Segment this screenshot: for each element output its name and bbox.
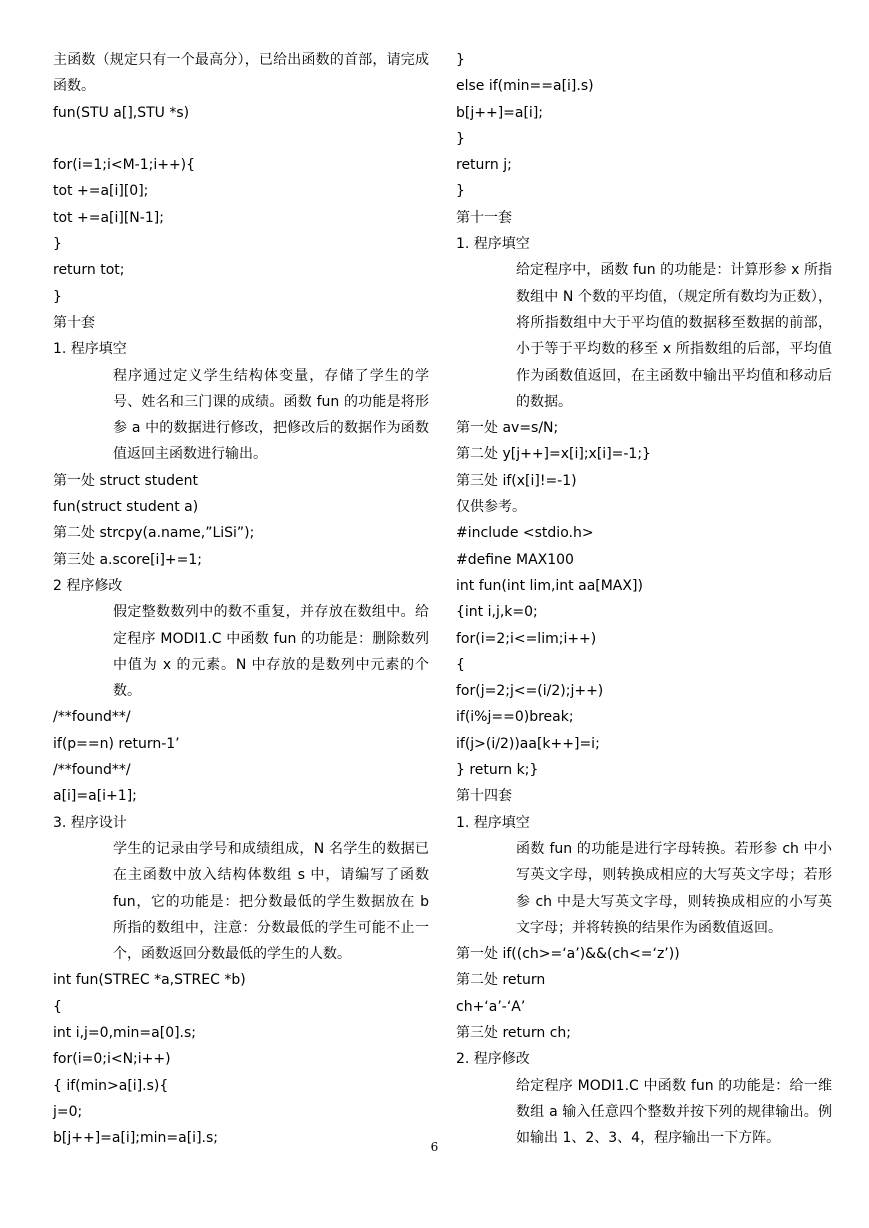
code-block (53, 967, 429, 1151)
intro-paragraph: 主函数（规定只有一个最高分），已给出函数的首部，请完成函数。 (53, 52, 429, 95)
code-line: fun(struct student a) (53, 499, 199, 516)
code-block (53, 704, 429, 835)
code-line: {int i,j,k=0; (456, 604, 538, 621)
code-line: } (53, 288, 62, 305)
code-line: 第十一套 (456, 209, 512, 226)
code-line: for(i=0;i<N;i++) (53, 1051, 171, 1068)
code-line: 第十套 (53, 314, 95, 331)
section-14-2-description: 给定程序 MODI1.C 中函数 fun 的功能是：给一维数组 a 输入任意四个整数并按下列的规律输出。例如输出 1、2、3、4，程序输出一下方阵。 (516, 1077, 832, 1147)
code-line: int i,j=0,min=a[0].s; (53, 1024, 197, 1041)
section-10-1-description: 程序通过定义学生结构体变量，存储了学生的学号、姓名和三门课的成绩。函数 fun 的功能是将形参 a 中的数据进行修改，把修改后的数据作为函数值返回主函数进行输出。 (113, 367, 429, 463)
code-line: /**found**/ (53, 762, 131, 779)
code-line: 1. 程序填空 (53, 341, 127, 358)
code-line: if(p==n) return-1’ (53, 735, 180, 752)
section-10-2-description: 假定整数数列中的数不重复，并存放在数组中。给定程序 MODI1.C 中函数 fun 的功能是：删除数列中值为 x 的元素。N 中存放的是数列中元素的个数。 (113, 604, 429, 700)
code-line: #define MAX100 (456, 551, 574, 568)
section-14-1-description: 函数 fun 的功能是进行字母转换。若形参 ch 中小写英文字母，则转换成相应的大写英文字母；若形参 ch 中是大写英文字母，则转换成相应的小写英文字母；并将转换的结果作为函数值返回。 (516, 840, 832, 936)
code-line: #include <stdio.h> (456, 525, 594, 542)
code-line: 1. 程序填空 (456, 236, 530, 253)
code-line: tot +=a[i][0]; (53, 183, 149, 200)
code-line: { (53, 998, 62, 1015)
code-line: 1. 程序填空 (456, 814, 530, 831)
code-line: } (456, 52, 465, 68)
code-block (456, 47, 832, 257)
code-line: int fun(int lim,int aa[MAX]) (456, 577, 643, 594)
code-line: a[i]=a[i+1]; (53, 788, 137, 805)
code-line: for(j=2;j<=(i/2);j++) (456, 683, 604, 700)
code-line: /**found**/ (53, 709, 131, 726)
code-line: 3. 程序设计 (53, 814, 127, 831)
section-11-1-description: 给定程序中，函数 fun 的功能是：计算形参 x 所指数组中 N 个数的平均值，（规定所有数均为正数），将所指数组中大于平均值的数据移至数据的前部，小于等于平均数的移至 x 所指数组的后部，平均值作为函数值返回，在主函数中输出平均值和移动后的数据。 (516, 262, 832, 410)
code-line: for(i=2;i<=lim;i++) (456, 630, 597, 647)
code-line: b[j++]=a[i]; (456, 104, 544, 121)
code-line: b[j++]=a[i];min=a[i].s; (53, 1130, 218, 1147)
section-10-3-description: 学生的记录由学号和成绩组成，N 名学生的数据已在主函数中放入结构体数组 s 中，请编写了函数 fun，它的功能是：把分数最低的学生数据放在 b 所指的数组中，注意：分数最低的学生可能不止一个，函数返回分数最低的学生的人数。 (113, 840, 429, 963)
code-block (456, 941, 832, 1072)
code-line: 第一处 av=s/N; (456, 420, 559, 437)
code-line: } (53, 236, 62, 253)
code-line: fun(STU a[],STU *s) (53, 104, 190, 121)
code-line: 第二处 y[j++]=x[i];x[i]=-1;} (456, 446, 651, 463)
code-line: 第二处 return (456, 972, 546, 989)
code-line: return tot; (53, 262, 125, 279)
code-line: tot +=a[i][N-1]; (53, 209, 164, 226)
code-line: } (456, 183, 465, 200)
code-line: 第三处 return ch; (456, 1024, 571, 1041)
code-line: else if(min==a[i].s) (456, 78, 594, 95)
left-column (53, 47, 429, 1151)
code-block (53, 100, 429, 363)
page-number: 6 (430, 1140, 439, 1154)
code-line: 第三处 a.score[i]+=1; (53, 551, 202, 568)
code-line: return j; (456, 157, 512, 174)
code-line: 2 程序修改 (53, 577, 123, 594)
right-column (456, 47, 832, 1151)
code-line (53, 126, 429, 152)
code-block (53, 468, 429, 599)
code-block (456, 415, 832, 836)
code-line: 第十四套 (456, 788, 512, 805)
code-line: if(j>(i/2))aa[k++]=i; (456, 735, 600, 752)
code-line: 第一处 if((ch>=‘a’)&&(ch<=‘z’)) (456, 946, 680, 963)
code-line: j=0; (53, 1103, 83, 1120)
code-line: } (456, 130, 465, 147)
code-line: { if(min>a[i].s){ (53, 1077, 169, 1094)
code-line: for(i=1;i<M-1;i++){ (53, 157, 196, 174)
code-line: ch+‘a’-‘A’ (456, 998, 526, 1015)
code-line: 第三处 if(x[i]!=-1) (456, 472, 577, 489)
code-line: if(i%j==0)break; (456, 709, 574, 726)
code-line: 2. 程序修改 (456, 1051, 530, 1068)
code-line: } return k;} (456, 762, 539, 779)
code-line: { (456, 656, 465, 673)
code-line: 第二处 strcpy(a.name,”LiSi”); (53, 525, 255, 542)
code-line: int fun(STREC *a,STREC *b) (53, 972, 246, 989)
code-line: 第一处 struct student (53, 472, 199, 489)
code-line: 仅供参考。 (456, 499, 526, 516)
